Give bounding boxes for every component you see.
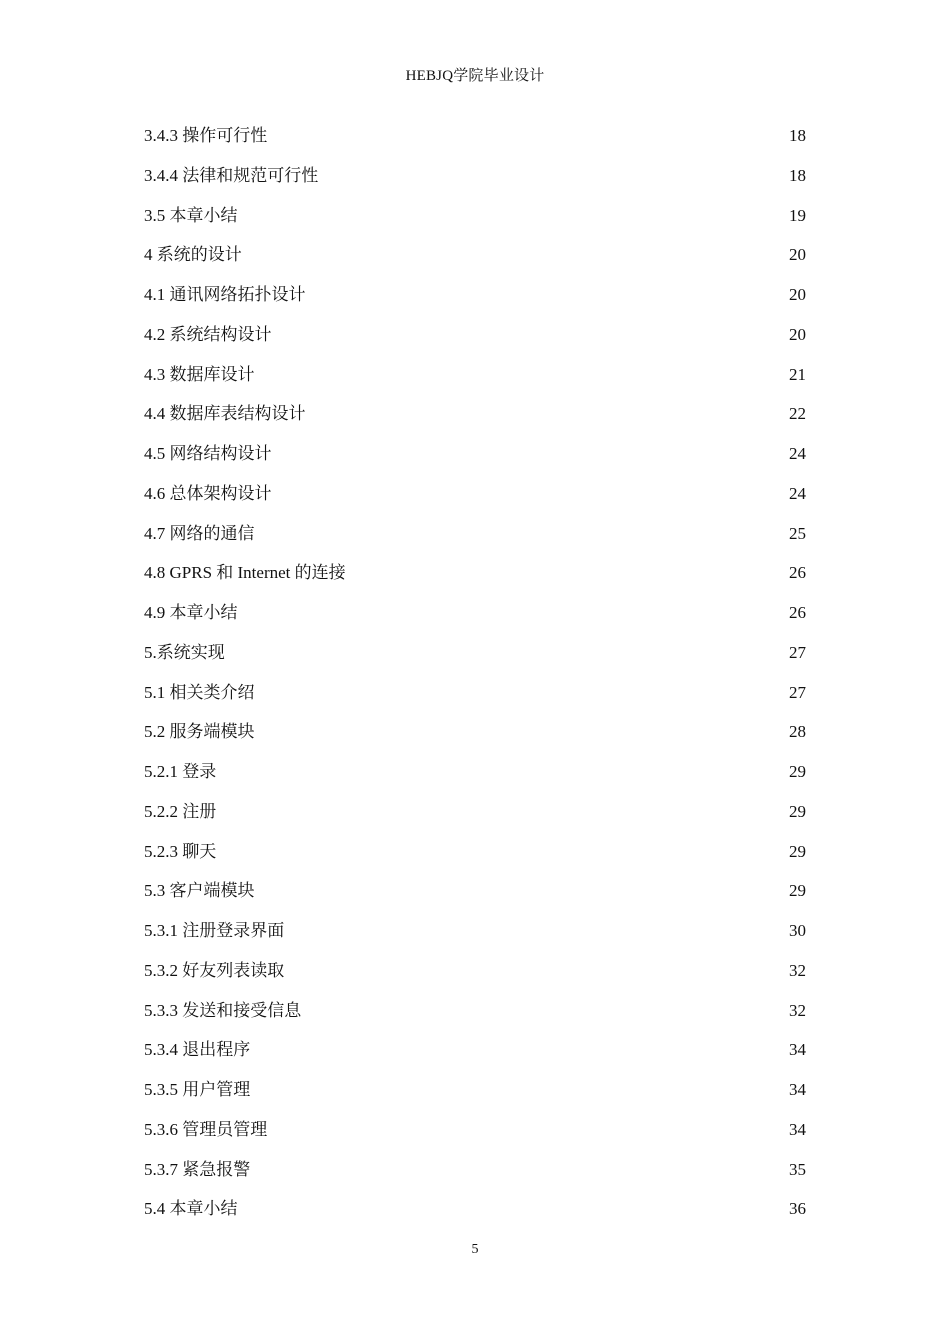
toc-entry[interactable] [144,474,806,514]
toc-dot-leader [252,1036,787,1056]
toc-entry-title: 4.3 数据库设计 [144,364,255,384]
toc-entry[interactable] [144,116,806,156]
toc-dot-leader [252,1076,787,1096]
toc-dot-leader [257,520,788,540]
toc-entry-title: 3.5 本章小结 [144,205,238,225]
toc-entry-title: 5.3.5 用户管理 [144,1080,251,1099]
toc-entry-title: 5.3.1 注册登录界面 [144,921,285,940]
toc-entry-page: 20 [789,245,806,265]
toc-entry-title: 4.6 总体架构设计 [144,483,272,503]
toc-entry[interactable] [144,832,806,872]
toc-entry[interactable] [144,1150,806,1190]
toc-dot-leader [252,1156,787,1176]
toc-entry[interactable] [144,593,806,633]
toc-entry-title: 5.3.7 紧急报警 [144,1159,251,1179]
toc-dot-leader [257,361,788,381]
toc-entry-page: 26 [789,563,806,583]
toc-dot-leader [308,281,788,301]
toc-dot-leader [286,957,787,977]
toc-entry-title: 4.9 本章小结 [144,603,238,622]
toc-entry-title: 5.3 客户端模块 [144,881,255,901]
toc-dot-leader [286,917,787,937]
toc-dot-leader [269,122,787,142]
toc-entry-title: 4 系统的设计 [144,245,242,265]
table-of-contents [144,116,806,1229]
toc-entry-page: 19 [789,205,806,225]
toc-entry[interactable] [144,752,806,792]
toc-entry-title: 3.4.4 法律和规范可行性 [144,165,319,185]
toc-dot-leader [244,241,787,261]
toc-entry-page: 29 [789,841,806,861]
toc-dot-leader [240,1195,788,1215]
toc-entry[interactable] [144,911,806,951]
toc-entry-page: 35 [789,1159,806,1179]
toc-entry-page: 34 [789,1119,806,1139]
toc-entry-page: 34 [789,1040,806,1060]
toc-entry[interactable] [144,434,806,474]
toc-entry-page: 26 [789,603,806,622]
toc-entry-title: 4.8 GPRS 和 Internet 的连接 [144,563,346,583]
toc-entry-page: 34 [789,1080,806,1099]
toc-entry[interactable] [144,1030,806,1070]
toc-entry[interactable] [144,514,806,554]
toc-entry-title: 5.3.6 管理员管理 [144,1119,268,1139]
toc-dot-leader [274,440,788,460]
toc-entry-page: 29 [789,762,806,781]
toc-entry[interactable] [144,394,806,434]
toc-dot-leader [303,997,787,1017]
toc-entry-page: 20 [789,324,806,344]
toc-entry-page: 20 [789,285,806,304]
toc-entry-page: 27 [789,642,806,662]
toc-dot-leader [308,400,788,420]
toc-entry-title: 5.2.2 注册 [144,801,217,821]
toc-entry-page: 29 [789,801,806,821]
toc-entry[interactable] [144,712,806,752]
toc-dot-leader [227,639,787,659]
toc-entry[interactable] [144,553,806,593]
toc-dot-leader [269,1116,787,1136]
toc-entry-title: 5.3.4 退出程序 [144,1040,251,1060]
toc-entry[interactable] [144,1110,806,1150]
page-header: HEBJQ学院毕业设计 [405,68,545,84]
toc-dot-leader [274,480,788,500]
toc-entry-title: 5.2.3 聊天 [144,841,217,861]
toc-entry-title: 5.3.2 好友列表读取 [144,960,285,980]
toc-dot-leader [240,599,788,619]
toc-entry-title: 4.2 系统结构设计 [144,324,272,344]
toc-entry[interactable] [144,673,806,713]
toc-dot-leader [320,162,787,182]
toc-entry-title: 5.2.1 登录 [144,762,217,781]
toc-entry-page: 32 [789,960,806,980]
toc-entry-page: 18 [789,126,806,145]
toc-entry[interactable] [144,196,806,236]
toc-entry[interactable] [144,871,806,911]
toc-entry[interactable] [144,235,806,275]
toc-entry[interactable] [144,633,806,673]
toc-dot-leader [257,679,788,699]
header-rule [143,90,807,91]
page-number: 5 [471,1242,479,1257]
toc-entry-page: 25 [789,523,806,543]
toc-entry[interactable] [144,991,806,1031]
toc-entry-title: 4.5 网络结构设计 [144,444,272,463]
toc-entry-page: 32 [789,1000,806,1020]
toc-entry-page: 24 [789,444,806,463]
toc-entry-title: 5.系统实现 [144,642,225,662]
toc-entry-page: 30 [789,921,806,940]
toc-dot-leader [218,758,787,778]
toc-entry[interactable] [144,792,806,832]
toc-entry-title: 3.4.3 操作可行性 [144,126,268,145]
toc-dot-leader [218,798,787,818]
toc-entry-page: 28 [789,722,806,742]
toc-entry-page: 27 [789,682,806,702]
toc-dot-leader [257,718,788,738]
toc-dot-leader [240,202,788,222]
toc-dot-leader [218,838,787,858]
toc-entry-page: 36 [789,1199,806,1219]
toc-entry-title: 4.1 通讯网络拓扑设计 [144,285,306,304]
toc-entry-page: 22 [789,404,806,424]
toc-entry[interactable] [144,1070,806,1110]
toc-entry-page: 21 [789,364,806,384]
toc-entry[interactable] [144,156,806,196]
toc-entry-title: 5.1 相关类介绍 [144,682,255,702]
toc-entry-title: 5.4 本章小结 [144,1199,238,1219]
toc-entry-title: 4.4 数据库表结构设计 [144,404,306,424]
toc-entry-page: 24 [789,483,806,503]
toc-entry-title: 4.7 网络的通信 [144,523,255,543]
toc-dot-leader [348,559,787,579]
toc-entry[interactable] [144,1189,806,1229]
toc-entry[interactable] [144,355,806,395]
toc-entry-title: 5.3.3 发送和接受信息 [144,1000,302,1020]
toc-entry-page: 29 [789,881,806,901]
toc-entry[interactable] [144,951,806,991]
toc-entry[interactable] [144,315,806,355]
toc-dot-leader [274,321,788,341]
toc-entry[interactable] [144,275,806,315]
toc-entry-page: 18 [789,165,806,185]
toc-dot-leader [257,877,788,897]
toc-entry-title: 5.2 服务端模块 [144,722,255,742]
